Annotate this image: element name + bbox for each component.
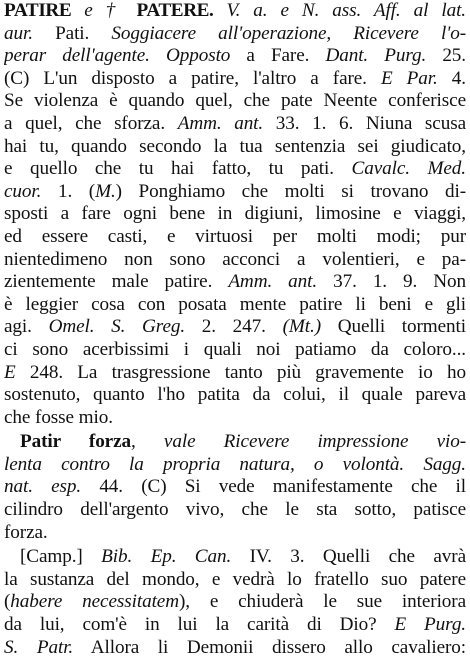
entry-line: cuor. 1. (M.) Ponghiamo che molti si trovano di- [4, 180, 466, 202]
dictionary-page [4, 0, 466, 659]
camp-line: la sustanza del mondo, e vedrà lo fratello suo patere [4, 568, 466, 590]
camp-line: S. Patr. Allora li Demonii dissero allo cavaliero: [4, 636, 466, 658]
entry-line: agi. Omel. S. Greg. 2. 247. (Mt.) Quelli tormenti [4, 316, 466, 338]
entry-line: aur. Pati. Soggiacere all'operazione, Ricevere l'o- [4, 22, 466, 44]
camp-line: (habere necessitatem), e chiuderà le sue interiora [4, 591, 466, 613]
entry-line: ci sono acerbissimi i quali noi patiamo da coloro... [4, 338, 466, 360]
headword-variant: PATERE. [136, 0, 214, 21]
entry-line: (C) L'un disposto a patire, l'altro a fare. E Par. 4. [4, 67, 466, 89]
entry-line: Se violenza è quando quel, che pate Neente conferisce [4, 90, 466, 112]
entry-line: ed essere casti, e virtuosi per molti modi; pur [4, 225, 466, 247]
reference-number: 4. [451, 67, 466, 89]
subentry-line: lenta contro la propria natura, o volontà. Sagg. [4, 453, 466, 475]
entry-line: zientemente male patire. Amm. ant. 37. 1. 9. Non [4, 271, 466, 293]
subentry-line: forza. [4, 521, 48, 543]
entry-line: a quel, che sforza. Amm. ant. 33. 1. 6. Niuna scusa [4, 112, 466, 134]
reference-number: 25. [442, 45, 466, 67]
headword-line [4, 0, 466, 23]
reference-number: 33. 1. 6. [275, 112, 354, 134]
entry-line: è leggier cosa con posata mente patire li beni e gli [4, 293, 466, 315]
subentry-line: cilindro dell'argento vivo, che le sta sotto, patisce [4, 499, 466, 521]
reference-number: 37. 1. 9. [333, 271, 418, 293]
entry-line: perar dell'agente. Opposto a Fare. Dant. Purg. 25. [4, 45, 466, 67]
headword-marker: e † [84, 0, 124, 21]
entry-line: E 248. La trasgressione tanto più gravemente io ho [4, 361, 466, 383]
camp-line: [Camp.] Bib. Ep. Can. IV. 3. Quelli che avrà [20, 546, 466, 568]
headword: PATIRE [4, 0, 72, 21]
entry-line: sposti a fare ogni bene in digiuni, limosine e viaggi, [4, 203, 466, 225]
subentry-line: Patir forza, vale Ricevere impressione vio- [20, 431, 466, 453]
entry-line: che fosse mio. [4, 406, 113, 428]
entry-line: hai tu, quando secondo la tua sentenzia sei giudicato, [4, 135, 466, 157]
subentry-line: nat. esp. 44. (C) Si vede manifestamente che il [4, 476, 466, 498]
entry-line: nientedimeno non sono acconci a volentieri, e pa- [4, 248, 466, 270]
subentry-term: Patir forza [20, 431, 132, 453]
entry-line: e quello che tu hai fatto, tu pati. Cavalc. Med. [4, 158, 466, 180]
reference-number: 2. 247. [201, 316, 266, 338]
camp-line: da lui, com'è in lui la carità di Dio? E Purg. [4, 614, 466, 636]
entry-line: sostenuto, quanto l'ho patita da colui, il quale pareva [4, 384, 466, 406]
grammar-note: V. a. e N. ass. Aff. al lat. [226, 0, 466, 21]
